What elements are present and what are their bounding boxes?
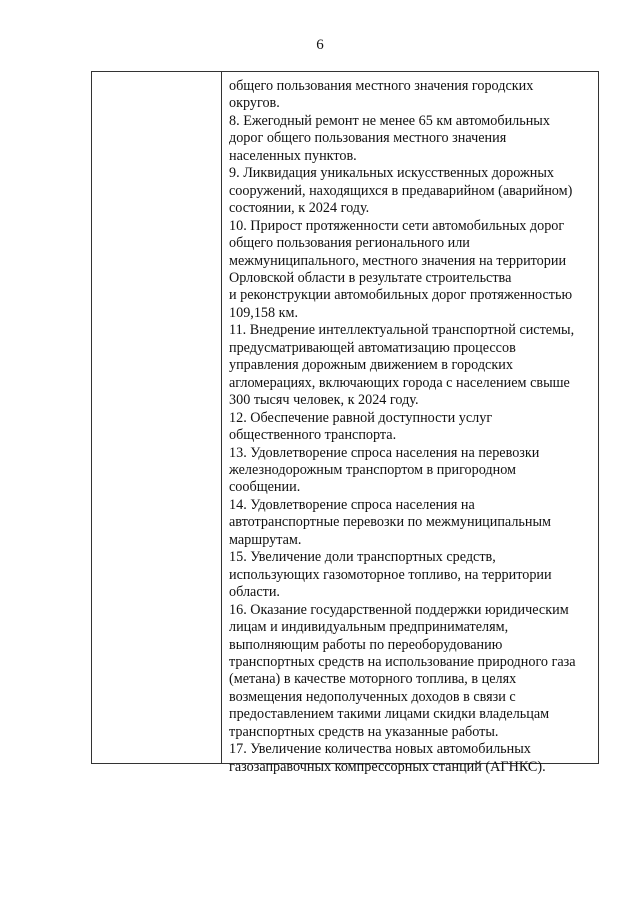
text-line: Орловской области в результате строительства — [229, 269, 512, 286]
text-line: общего пользования регионального или — [229, 235, 470, 252]
text-line: сооружений, находящихся в предаварийном (аварийном) — [229, 182, 573, 199]
text-line: населенных пунктов. — [229, 147, 357, 164]
text-line: использующих газомоторное топливо, на территории — [229, 566, 552, 583]
text-line: лицам и индивидуальным предпринимателям, — [229, 619, 509, 636]
table-right-cell — [229, 78, 597, 776]
text-line: агломерациях, включающих города с населением свыше — [229, 374, 570, 391]
text-line: межмуниципального, местного значения на территории — [229, 252, 567, 269]
text-line: газозаправочных компрессорных станций (АГНКС). — [229, 758, 546, 775]
text-line: транспортных средств на использование природного газа — [229, 653, 576, 670]
text-line: дорог общего пользования местного значения — [229, 130, 507, 147]
text-line: 14. Удовлетворение спроса населения на — [229, 496, 475, 513]
text-line: маршрутам. — [229, 531, 302, 548]
text-line: сообщении. — [229, 479, 301, 496]
text-line: предусматривающей автоматизацию процессов — [229, 339, 516, 356]
text-line: управления дорожным движением в городских — [229, 357, 513, 374]
text-line: 300 тысяч человек, к 2024 году. — [229, 392, 419, 409]
text-line: 11. Внедрение интеллектуальной транспортной системы, — [229, 322, 575, 339]
text-line: автотранспортные перевозки по межмуниципальным — [229, 514, 552, 531]
content-table — [91, 71, 599, 775]
text-line: области. — [229, 584, 280, 601]
text-line: (метана) в качестве моторного топлива, в целях — [229, 671, 517, 688]
text-line: 109,158 км. — [229, 304, 299, 321]
text-line: общего пользования местного значения городских — [229, 78, 534, 94]
text-line: состоянии, к 2024 году. — [229, 200, 370, 217]
text-line: транспортных средств на указанные работы. — [229, 723, 499, 740]
text-line: железнодорожным транспортом в пригородном — [229, 461, 517, 478]
text-line: возмещения недополученных доходов в связи с — [229, 688, 516, 705]
text-line: и реконструкции автомобильных дорог протяженностью — [229, 287, 573, 304]
text-line: 13. Удовлетворение спроса населения на перевозки — [229, 444, 540, 461]
text-line: выполняющим работы по переоборудованию — [229, 636, 503, 653]
text-line: 15. Увеличение доли транспортных средств, — [229, 549, 496, 566]
page-number: 6 — [316, 37, 324, 53]
text-line: округов. — [229, 95, 280, 112]
text-line: общественного транспорта. — [229, 427, 397, 444]
text-line: 12. Обеспечение равной доступности услуг — [229, 409, 493, 426]
text-line: 8. Ежегодный ремонт не менее 65 км автомобильных — [229, 112, 550, 129]
text-line: 16. Оказание государственной поддержки юридическим — [229, 601, 569, 618]
text-line: предоставлением такими лицами скидки владельцам — [229, 706, 550, 723]
table-left-cell — [92, 72, 222, 763]
text-line: 10. Прирост протяженности сети автомобильных дорог — [229, 217, 565, 234]
text-line: 9. Ликвидация уникальных искусственных дорожных — [229, 165, 554, 182]
text-line: 17. Увеличение количества новых автомобильных — [229, 741, 531, 758]
